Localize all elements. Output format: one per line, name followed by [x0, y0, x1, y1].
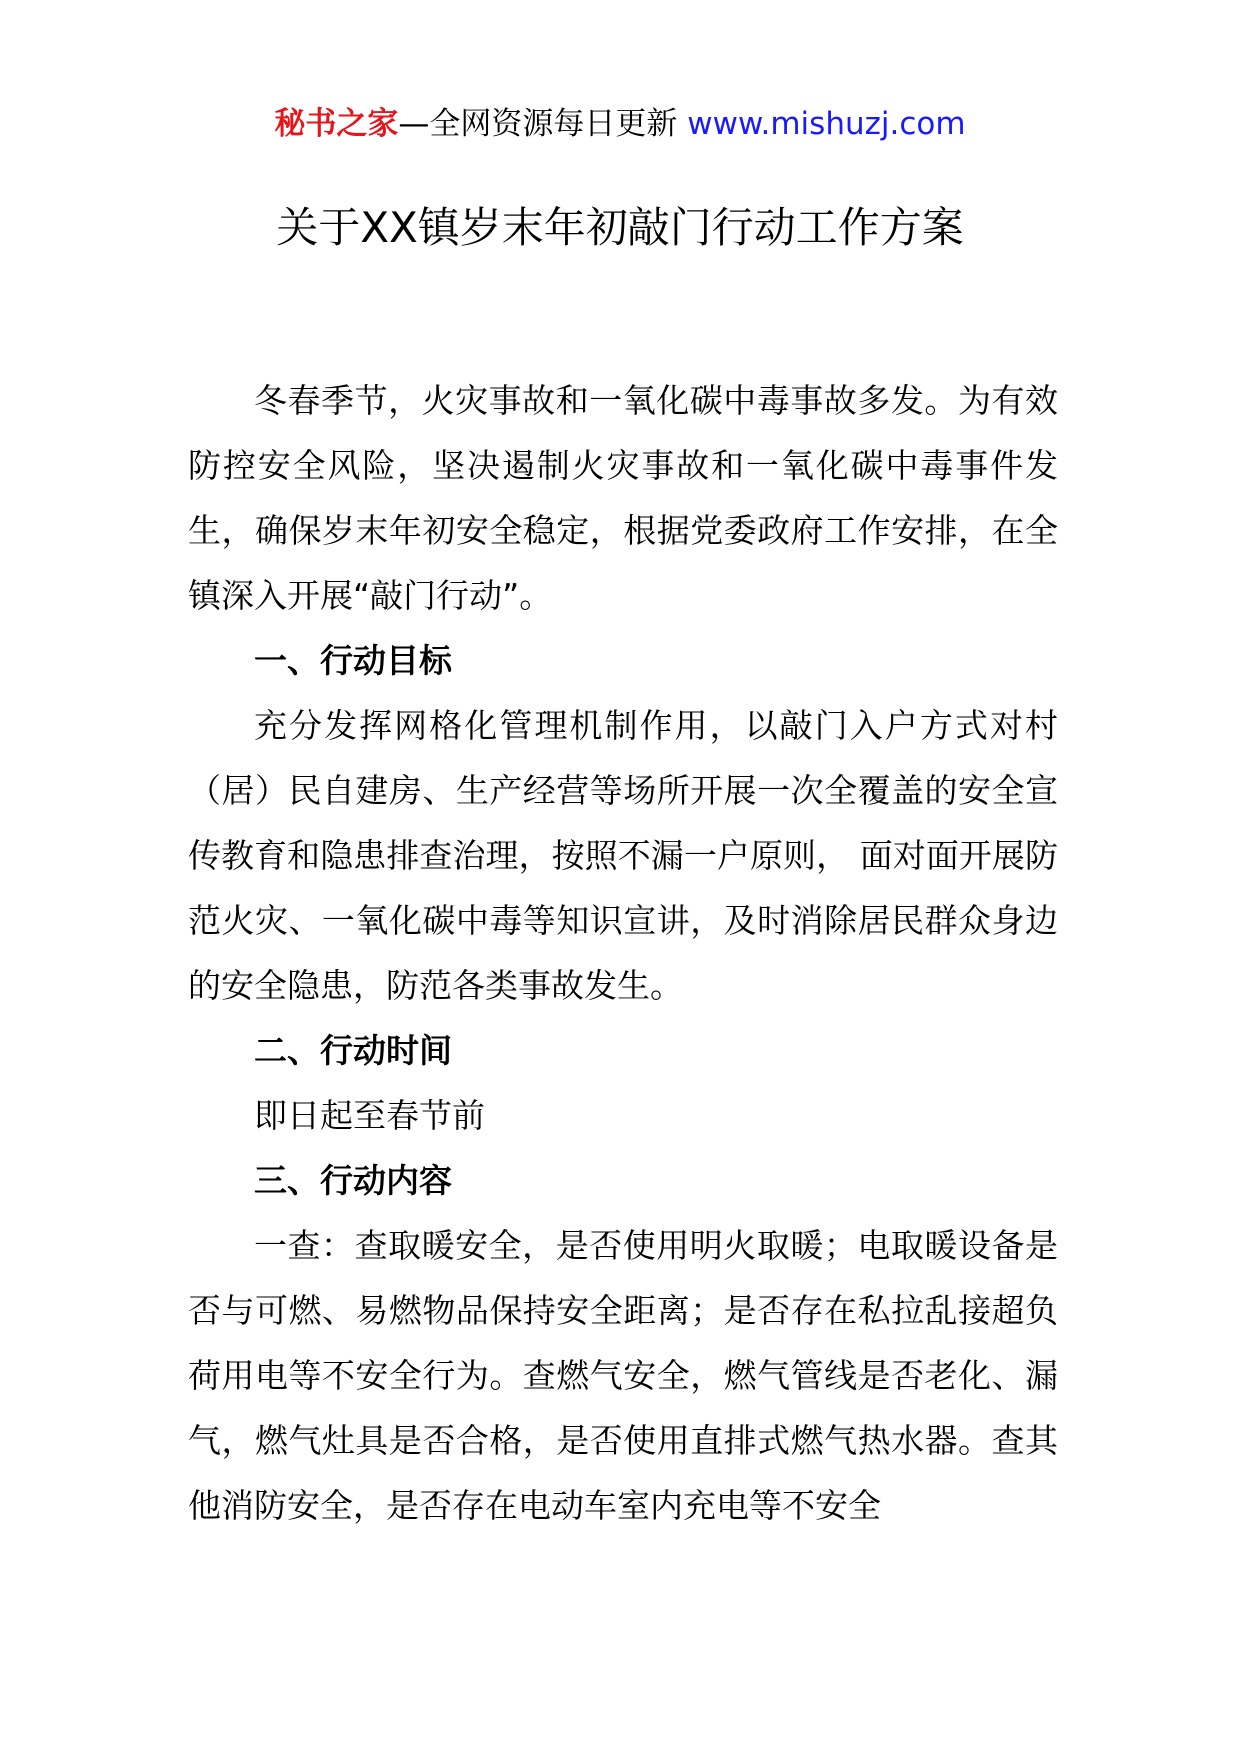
section-text-goal: 充分发挥网格化管理机制作用，以敲门入户方式对村（居）民自建房、生产经营等场所开展一次全覆盖的安全宣传教育和隐患排查治理，按照不漏一户原则， 面对面开展防范火灾、一氧化碳中毒等知识宣讲，及时消除居民群众身边的安全隐患，防范各类事故发生。	[188, 706, 1058, 1005]
section-text-content: 一查：查取暖安全，是否使用明火取暖；电取暖设备是否与可燃、易燃物品保持安全距离；是否存在私拉乱接超负荷用电等不安全行为。查燃气安全，燃气管线是否老化、漏气，燃气灶具是否合格，是否使用直排式燃气热水器。查其他消防安全，是否存在电动车室内充电等不安全	[188, 1226, 1058, 1525]
intro-paragraph: 冬春季节，火灾事故和一氧化碳中毒事故多发。为有效防控安全风险，坚决遏制火灾事故和一氧化碳中毒事件发生，确保岁末年初安全稳定，根据党委政府工作安排，在全镇深入开展“敲门行动”。	[188, 381, 1058, 615]
site-header	[0, 100, 1240, 148]
section-heading-content: 三、行动内容	[254, 1161, 452, 1200]
document-title: 关于XX镇岁末年初敲门行动工作方案	[276, 203, 964, 252]
section-text-time: 即日起至春节前	[254, 1096, 485, 1135]
section-heading-time: 二、行动时间	[254, 1031, 452, 1070]
document-body	[188, 368, 1058, 1538]
section-heading-goal: 一、行动目标	[254, 641, 452, 680]
header-tagline: —全网资源每日更新	[398, 106, 678, 142]
site-url-link[interactable]: www.mishuzj.com	[687, 106, 966, 142]
brand-name: 秘书之家	[274, 106, 399, 142]
